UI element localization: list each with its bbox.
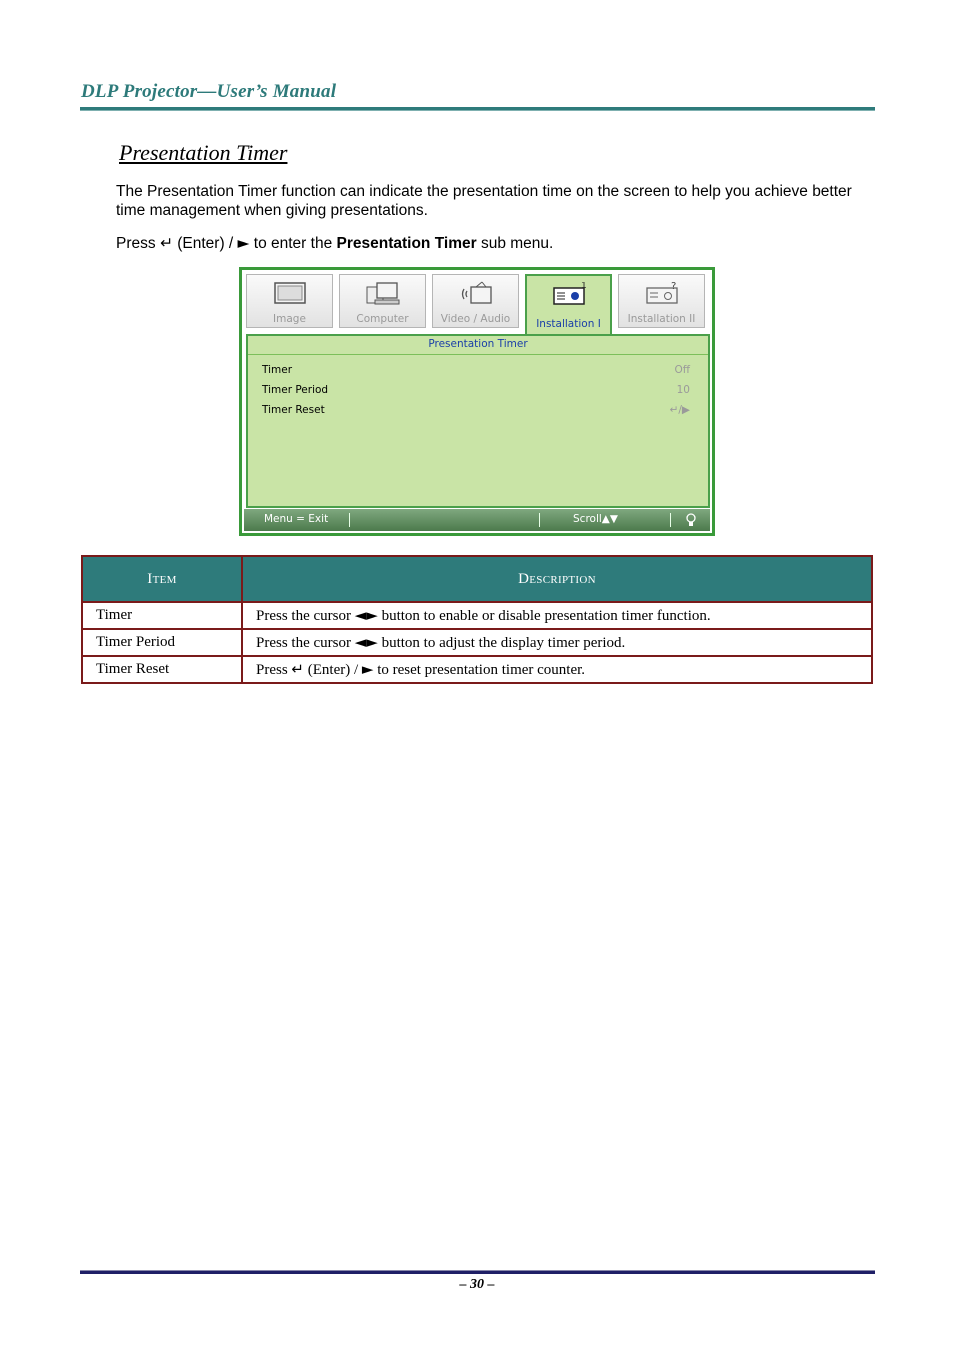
scroll-hint: Scroll▲▼ [573,513,618,525]
submenu-name: Presentation Timer [336,235,477,252]
row-value: ↵/▶ [669,404,690,416]
intro-paragraph: The Presentation Timer function can indicate the presentation time on the screen to help you achieve better time management when giving presentations. [116,183,852,219]
tab-label: Image [273,313,306,325]
submenu-suffix: sub menu. [480,235,554,252]
svg-text:?: ? [670,281,676,292]
status-separator [670,513,671,527]
right-arrow-icon: ► [237,234,250,252]
tab-image[interactable] [246,274,333,328]
tab-video-audio[interactable] [432,274,519,328]
item-cell: Timer Period [82,629,242,656]
item-cell: Timer Reset [82,656,242,683]
right-arrow-icon: ► [361,660,374,678]
table-row [82,656,872,683]
monitor-icon [272,281,308,307]
item-cell: Timer [82,602,242,629]
computer-icon [365,281,401,307]
osd-tabs [246,274,708,332]
projector-icon [551,282,587,308]
osd-panel [246,334,710,508]
status-separator [539,513,540,527]
tab-installation-2[interactable] [618,274,705,328]
row-label: Timer [262,364,293,376]
lightbulb-icon [685,513,697,527]
menu-exit-hint: Menu = Exit [264,513,329,525]
description-cell: Press the cursor ◄► button to adjust the display timer period. [242,629,872,656]
row-value: Off [674,364,690,376]
enter-icon: ↵ [291,660,304,678]
page-number: – 30 – [459,1277,495,1292]
tab-label: Installation I [536,318,601,330]
enter-icon: ↵ [159,234,173,252]
header-description: Description [242,556,872,602]
tab-installation-1[interactable] [525,274,612,336]
row-value: 10 [676,384,690,396]
tab-label: Computer [356,313,409,325]
osd-status-bar [244,509,710,531]
table-header-row [82,556,872,602]
menu-row-timer-reset[interactable] [262,404,690,422]
footer-rule [80,1270,875,1274]
menu-row-timer[interactable] [262,364,690,382]
table-row [82,629,872,656]
up-down-arrows-icon: ▲▼ [601,513,618,525]
to-enter-text: to enter the [253,235,333,252]
projector-question-icon [644,281,680,307]
video-audio-icon [458,281,494,307]
osd-menu [239,267,715,536]
description-cell: Press the cursor ◄► button to enable or disable presentation timer function. [242,602,872,629]
header-item: Item [82,556,242,602]
row-label: Timer Reset [262,404,325,416]
left-right-arrows-icon: ◄► [354,633,378,651]
status-separator [349,513,350,527]
left-right-arrows-icon: ◄► [354,606,378,624]
tab-label: Video / Audio [440,313,511,325]
svg-text:1: 1 [580,282,587,291]
panel-title: Presentation Timer [248,336,708,355]
enter-text: (Enter) / [177,235,234,252]
tab-label: Installation II [627,313,696,325]
menu-row-timer-period[interactable] [262,384,690,402]
header-rule [80,107,875,111]
description-cell: Press ↵ (Enter) / ► to reset presentation timer counter. [242,656,872,683]
running-header: DLP Projector—User’s Manual [81,81,337,102]
item-description-table [81,555,873,684]
instruction-line [116,234,876,253]
section-title: Presentation Timer [119,140,288,165]
row-label: Timer Period [262,384,329,396]
press-text: Press [116,235,156,252]
table-row [82,602,872,629]
tab-computer[interactable] [339,274,426,328]
